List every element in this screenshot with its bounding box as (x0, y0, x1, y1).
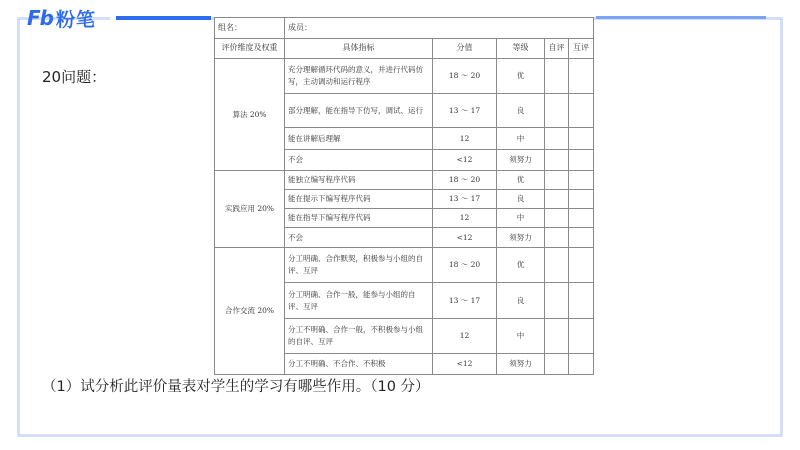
self-eval-cell (545, 150, 569, 171)
question-prompt: （1）试分析此评价量表对学生的学习有哪些作用。（10 分） (42, 379, 430, 395)
self-eval-cell (545, 59, 569, 94)
indicator-cell: 分工明确、合作一般，能参与小组的自评、互评 (285, 283, 433, 319)
grade-cell: 优 (497, 171, 545, 190)
self-eval-cell (545, 128, 569, 150)
grade-cell: 良 (497, 283, 545, 319)
score-cell: 18 ～ 20 (433, 248, 497, 283)
score-cell: 12 (433, 128, 497, 150)
indicator-cell: 能在提示下编写程序代码 (285, 190, 433, 209)
peer-eval-cell (569, 319, 594, 354)
grade-cell: 须努力 (497, 228, 545, 248)
score-cell: 12 (433, 319, 497, 354)
grade-cell: 良 (497, 190, 545, 209)
score-cell: <12 (433, 354, 497, 375)
indicator-cell: 不会 (285, 150, 433, 171)
self-eval-cell (545, 354, 569, 375)
score-cell: 13 ～ 17 (433, 190, 497, 209)
header-dimension: 评价维度及权重 (215, 39, 285, 59)
score-cell: 18 ～ 20 (433, 171, 497, 190)
dimension-cell: 合作交流 20% (215, 248, 285, 375)
peer-eval-cell (569, 228, 594, 248)
dimension-cell: 算法 20% (215, 59, 285, 171)
peer-eval-cell (569, 171, 594, 190)
dimension-cell: 实践应用 20% (215, 171, 285, 248)
grade-cell: 中 (497, 319, 545, 354)
grade-cell: 须努力 (497, 354, 545, 375)
logo-text: 粉笔 (55, 8, 96, 31)
table-row (215, 248, 594, 283)
indicator-cell: 能独立编写程序代码 (285, 171, 433, 190)
question-number: 20问题： (42, 68, 107, 86)
indicator-cell: 分工不明确、不合作、不积极 (285, 354, 433, 375)
peer-eval-cell (569, 354, 594, 375)
indicator-cell: 充分理解循环代码的意义，并进行代码仿写，主动调动和运行程序 (285, 59, 433, 94)
score-cell: 13 ～ 17 (433, 283, 497, 319)
indicator-cell: 能在指导下编写程序代码 (285, 209, 433, 228)
score-cell: <12 (433, 228, 497, 248)
header-indicator: 具体指标 (285, 39, 433, 59)
peer-eval-cell (569, 94, 594, 128)
peer-eval-cell (569, 59, 594, 94)
accent-stripe-right (596, 16, 766, 19)
self-eval-cell (545, 209, 569, 228)
grade-cell: 中 (497, 209, 545, 228)
peer-eval-cell (569, 209, 594, 228)
score-cell: <12 (433, 150, 497, 171)
grade-cell: 中 (497, 128, 545, 150)
self-eval-cell (545, 319, 569, 354)
peer-eval-cell (569, 128, 594, 150)
score-cell: 13 ～ 17 (433, 94, 497, 128)
evaluation-table (214, 17, 594, 375)
group-name-cell: 组名： (215, 18, 285, 39)
header-self-eval: 自评 (545, 39, 569, 59)
table-row (215, 171, 594, 190)
grade-cell: 须努力 (497, 150, 545, 171)
peer-eval-cell (569, 150, 594, 171)
score-cell: 12 (433, 209, 497, 228)
members-cell: 成员： (285, 18, 594, 39)
grade-cell: 优 (497, 59, 545, 94)
peer-eval-cell (569, 248, 594, 283)
accent-stripe (116, 16, 211, 20)
indicator-cell: 分工明确、合作默契，积极参与小组的自评、互评 (285, 248, 433, 283)
brand-logo (27, 4, 96, 32)
indicator-cell: 部分理解，能在指导下仿写，调试、运行 (285, 94, 433, 128)
indicator-cell: 不会 (285, 228, 433, 248)
self-eval-cell (545, 94, 569, 128)
grade-cell: 良 (497, 94, 545, 128)
peer-eval-cell (569, 283, 594, 319)
grade-cell: 优 (497, 248, 545, 283)
self-eval-cell (545, 171, 569, 190)
self-eval-cell (545, 190, 569, 209)
evaluation-table-image (214, 17, 593, 369)
score-cell: 18 ～ 20 (433, 59, 497, 94)
logo-mark: Fb (27, 6, 53, 30)
header-grade: 等级 (497, 39, 545, 59)
header-peer-eval: 互评 (569, 39, 594, 59)
table-row (215, 59, 594, 94)
indicator-cell: 能在讲解后理解 (285, 128, 433, 150)
header-score: 分值 (433, 39, 497, 59)
self-eval-cell (545, 283, 569, 319)
self-eval-cell (545, 228, 569, 248)
indicator-cell: 分工不明确、合作一般，不积极参与小组的自评、互评 (285, 319, 433, 354)
self-eval-cell (545, 248, 569, 283)
peer-eval-cell (569, 190, 594, 209)
